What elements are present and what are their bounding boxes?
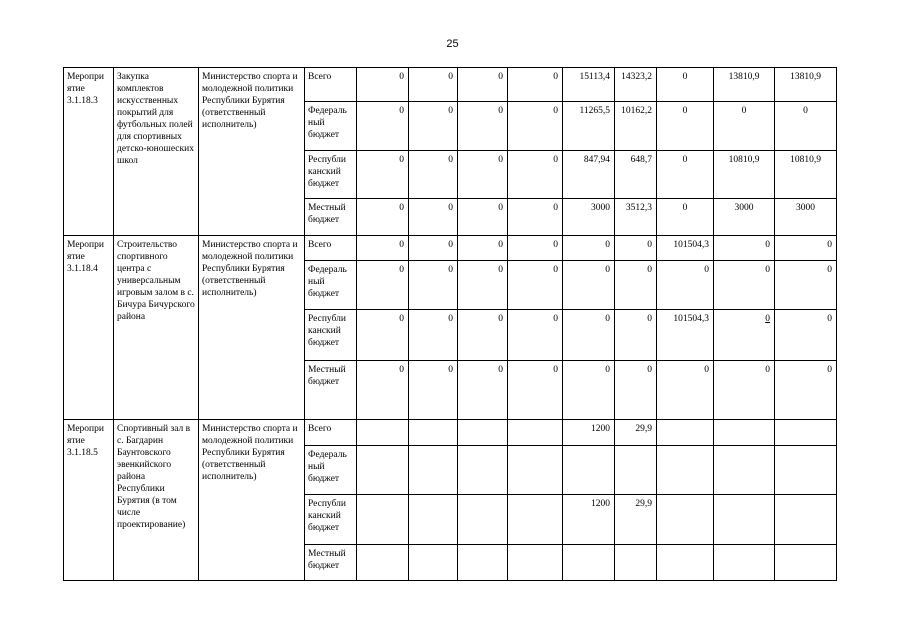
funding-source-cell: Местный бюджет — [305, 199, 357, 236]
funding-table — [63, 67, 837, 581]
value-cell: 0 — [657, 68, 714, 102]
value-cell: 0 — [615, 261, 657, 310]
value-cell: 0 — [357, 102, 409, 151]
measure-name-cell: Строительство спортивного центра с универсальным игровым залом в с. Бичура Бичурского района — [114, 236, 199, 420]
page-number: 25 — [446, 38, 459, 50]
value-cell — [409, 446, 458, 495]
value-cell: 3000 — [775, 199, 837, 236]
value-cell: 0 — [357, 236, 409, 261]
value-cell: 0 — [775, 261, 837, 310]
value-cell: 0 — [714, 310, 775, 361]
funding-source-cell: Всего — [305, 420, 357, 446]
value-cell: 0 — [409, 199, 458, 236]
value-cell: 0 — [508, 68, 563, 102]
value-cell: 0 — [357, 199, 409, 236]
value-cell: 0 — [657, 261, 714, 310]
value-cell — [657, 495, 714, 545]
funding-source-cell: Всего — [305, 236, 357, 261]
value-cell — [775, 545, 837, 581]
funding-source-cell: Республи канский бюджет — [305, 151, 357, 199]
value-cell: 10162,2 — [615, 102, 657, 151]
value-cell — [563, 545, 615, 581]
value-cell: 0 — [508, 199, 563, 236]
value-cell: 0 — [615, 310, 657, 361]
funding-source-cell: Республи канский бюджет — [305, 495, 357, 545]
value-cell — [714, 446, 775, 495]
value-cell: 0 — [458, 68, 508, 102]
executor-cell: Министерство спорта и молодежной политики Республики Бурятия (ответственный исполнитель) — [199, 236, 305, 420]
value-cell: 0 — [409, 102, 458, 151]
value-cell: 0 — [508, 236, 563, 261]
value-cell: 0 — [458, 151, 508, 199]
value-cell: 0 — [775, 361, 837, 420]
value-cell: 0 — [615, 361, 657, 420]
value-cell: 0 — [458, 261, 508, 310]
funding-source-cell: Федераль ный бюджет — [305, 446, 357, 495]
value-cell: 0 — [657, 102, 714, 151]
value-cell: 0 — [357, 68, 409, 102]
value-cell: 29,9 — [615, 495, 657, 545]
value-cell: 0 — [409, 68, 458, 102]
value-cell — [615, 446, 657, 495]
funding-source-cell: Всего — [305, 68, 357, 102]
value-cell: 3512,3 — [615, 199, 657, 236]
value-cell: 0 — [775, 102, 837, 151]
value-cell: 1200 — [563, 495, 615, 545]
value-cell: 0 — [357, 261, 409, 310]
value-cell — [357, 420, 409, 446]
funding-source-cell: Федераль ный бюджет — [305, 102, 357, 151]
value-cell: 0 — [657, 361, 714, 420]
value-cell: 11265,5 — [563, 102, 615, 151]
measure-name-cell: Спортивный зал в с. Багдарин Баунтовского эвенкийского района Республики Бурятия (в том числе проектирование) — [114, 420, 199, 581]
value-cell: 15113,4 — [563, 68, 615, 102]
value-cell: 0 — [563, 310, 615, 361]
value-cell: 0 — [458, 236, 508, 261]
measure-code-cell: Меропри ятие 3.1.18.5 — [64, 420, 114, 581]
value-cell: 0 — [458, 102, 508, 151]
value-cell: 648,7 — [615, 151, 657, 199]
table-row — [64, 68, 837, 102]
measure-code-cell: Меропри ятие 3.1.18.4 — [64, 236, 114, 420]
value-cell: 10810,9 — [714, 151, 775, 199]
value-cell: 0 — [563, 236, 615, 261]
value-cell — [409, 545, 458, 581]
value-cell — [508, 495, 563, 545]
value-cell — [714, 420, 775, 446]
value-cell: 3000 — [563, 199, 615, 236]
value-cell: 0 — [563, 361, 615, 420]
value-cell: 0 — [508, 151, 563, 199]
value-cell: 0 — [357, 361, 409, 420]
value-cell: 0 — [563, 261, 615, 310]
funding-source-cell: Республи канский бюджет — [305, 310, 357, 361]
executor-cell: Министерство спорта и молодежной политики Республики Бурятия (ответственный исполнитель) — [199, 68, 305, 236]
value-cell: 0 — [714, 261, 775, 310]
value-cell: 0 — [357, 151, 409, 199]
value-cell — [409, 420, 458, 446]
value-cell: 0 — [508, 102, 563, 151]
value-cell — [409, 495, 458, 545]
value-cell: 0 — [458, 310, 508, 361]
value-cell: 101504,3 — [657, 310, 714, 361]
value-cell — [657, 446, 714, 495]
value-cell: 13810,9 — [714, 68, 775, 102]
value-cell — [714, 495, 775, 545]
value-cell: 0 — [357, 310, 409, 361]
value-cell — [458, 495, 508, 545]
value-cell — [508, 420, 563, 446]
table-row — [64, 236, 837, 261]
value-cell — [508, 446, 563, 495]
value-cell: 0 — [714, 102, 775, 151]
value-cell: 0 — [409, 151, 458, 199]
value-cell: 847,94 — [563, 151, 615, 199]
value-cell: 0 — [458, 199, 508, 236]
value-cell: 0 — [409, 361, 458, 420]
value-cell — [775, 420, 837, 446]
value-cell: 10810,9 — [775, 151, 837, 199]
value-cell: 29,9 — [615, 420, 657, 446]
value-cell: 0 — [657, 199, 714, 236]
value-cell: 13810,9 — [775, 68, 837, 102]
value-cell: 0 — [714, 361, 775, 420]
value-cell: 3000 — [714, 199, 775, 236]
value-cell — [657, 545, 714, 581]
value-cell: 0 — [409, 261, 458, 310]
value-cell: 0 — [409, 310, 458, 361]
measure-name-cell: Закупка комплектов искусственных покрытий для футбольных полей для спортивных детско-юношеских школ — [114, 68, 199, 236]
funding-source-cell: Местный бюджет — [305, 361, 357, 420]
value-cell — [714, 545, 775, 581]
value-cell: 0 — [508, 310, 563, 361]
value-cell — [357, 446, 409, 495]
value-cell: 0 — [508, 361, 563, 420]
value-cell — [357, 545, 409, 581]
measure-code-cell: Меропри ятие 3.1.18.3 — [64, 68, 114, 236]
value-cell: 0 — [775, 310, 837, 361]
value-cell — [458, 420, 508, 446]
table-row — [64, 420, 837, 446]
funding-source-cell: Федераль ный бюджет — [305, 261, 357, 310]
value-cell — [458, 446, 508, 495]
value-cell: 0 — [409, 236, 458, 261]
value-cell: 101504,3 — [657, 236, 714, 261]
value-cell — [775, 495, 837, 545]
value-cell — [615, 545, 657, 581]
funding-source-cell: Местный бюджет — [305, 545, 357, 581]
value-cell: 0 — [775, 236, 837, 261]
value-cell — [458, 545, 508, 581]
value-cell: 0 — [508, 261, 563, 310]
value-cell — [508, 545, 563, 581]
value-cell: 0 — [657, 151, 714, 199]
value-cell — [775, 446, 837, 495]
value-cell — [357, 495, 409, 545]
value-cell: 1200 — [563, 420, 615, 446]
value-cell: 0 — [458, 361, 508, 420]
value-cell: 0 — [615, 236, 657, 261]
value-cell: 0 — [714, 236, 775, 261]
value-cell — [657, 420, 714, 446]
executor-cell: Министерство спорта и молодежной политики Республики Бурятия (ответственный исполнитель) — [199, 420, 305, 581]
value-cell — [563, 446, 615, 495]
value-cell: 14323,2 — [615, 68, 657, 102]
